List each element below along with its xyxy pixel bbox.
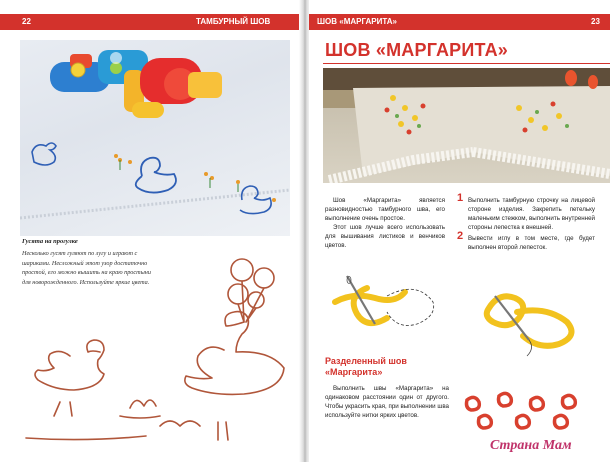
left-page [0, 0, 301, 462]
site-watermark: Страна Мам [490, 438, 572, 453]
subtitle-line-2: «Маргарита» [325, 366, 383, 377]
goose-pattern-drawing [20, 248, 290, 448]
right-section-title: ШОВ «МАРГАРИТА» [317, 17, 397, 26]
towel-photo [20, 40, 290, 236]
left-section-title: ТАМБУРНЫЙ ШОВ [196, 17, 271, 26]
intro-paragraph-1: Шов «Маргарита» является разновидностью тамбурного шва, его выполнение очень простое. [325, 197, 445, 223]
step-number: 2 [457, 230, 464, 243]
split-stitch-paragraph: Выполнить швы «Маргарита» на одинаковом расстоянии один от другого. Чтобы украсить края, при выполнении шва используйте нитки ярких цветов. [325, 385, 449, 420]
left-page-number: 22 [22, 17, 31, 26]
stitch-diagram-2 [459, 268, 599, 364]
left-header-bar [0, 14, 299, 30]
step-text: Выполнить тамбурную строчку на лицевой стороне изделия. Закрепить петельку маленьким стежком, выполнить внутренней стороны лепестка к внешней. [468, 197, 595, 232]
split-stitch-text [325, 384, 449, 420]
right-header-bar [309, 14, 610, 30]
cloth-photo-art [323, 68, 610, 183]
subtitle-line-1: Разделенный шов [325, 356, 407, 366]
step-number: 1 [457, 192, 464, 204]
step-1 [457, 192, 595, 232]
step-text: Вывести иглу в том месте, где будет выполнен второй лепесток. [468, 235, 595, 252]
intro-column [325, 196, 445, 251]
embroidered-cloth-photo [323, 68, 610, 183]
petal-row-diagram [459, 386, 599, 430]
caption-text-body: Несколько гусят гуляют по лугу и играют с шариками. Несложный этот узор достаточно простой, его можно вышить на краю простыни для новорожденного. Используйте яркие цвета. [22, 250, 151, 286]
intro-paragraph-2: Этот шов лучше всего использовать для вышивания листиков и венчиков цветов. [325, 224, 445, 250]
split-stitch-subtitle [325, 356, 407, 377]
caption-title: Гусята на прогулке [22, 238, 78, 245]
step-2 [457, 230, 595, 252]
right-page [309, 0, 610, 462]
right-page-number: 23 [591, 17, 600, 26]
steps-column [457, 192, 595, 255]
stitch-diagram-1 [327, 268, 447, 344]
page-title: ШОВ «МАРГАРИТА» [325, 40, 508, 60]
title-rule [323, 63, 610, 64]
towel-photo-art [20, 40, 290, 236]
